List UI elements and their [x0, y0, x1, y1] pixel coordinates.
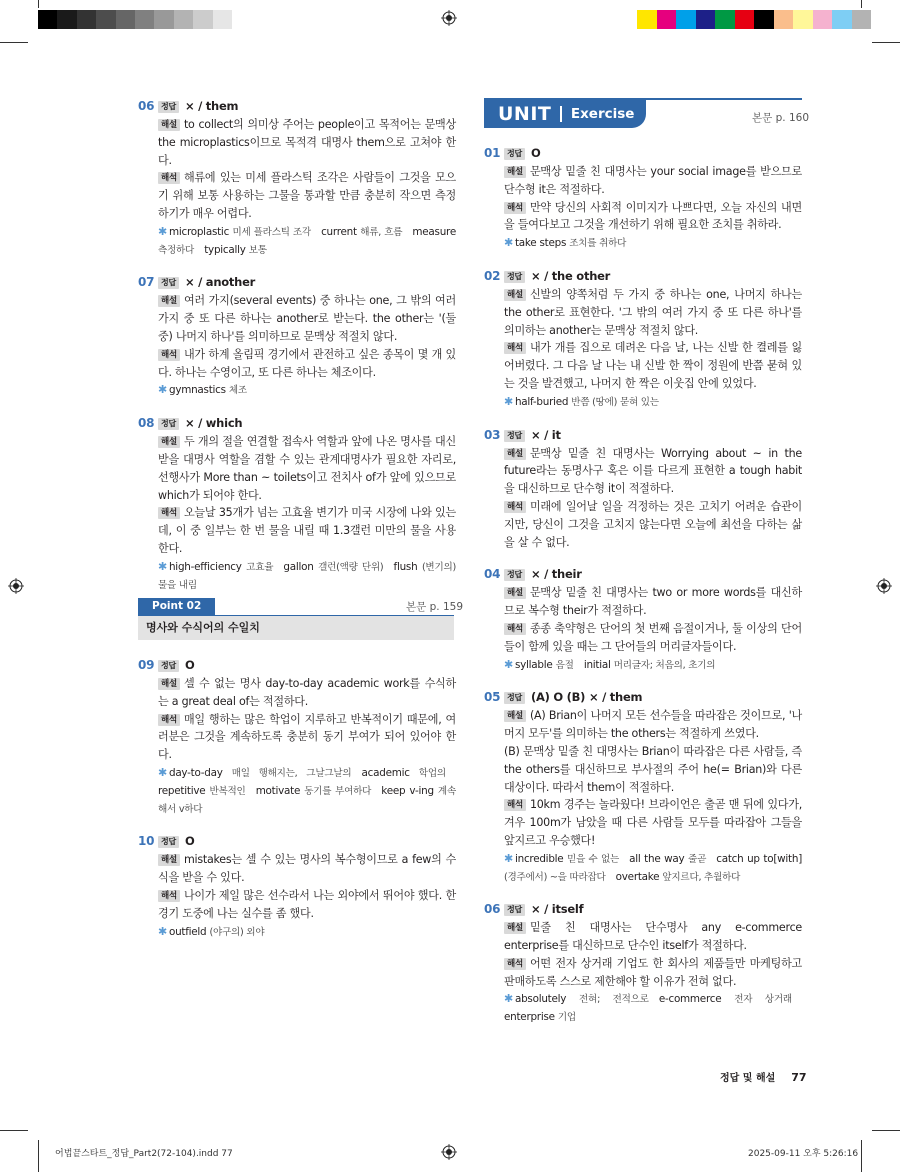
vocab-word: measure — [412, 225, 456, 238]
vocab-meaning: 줄곧 — [688, 853, 707, 865]
gray-swatch — [232, 10, 251, 29]
explanation-paragraph — [158, 292, 456, 345]
item-body — [484, 919, 802, 1027]
translation-tag: 해석 — [158, 890, 180, 902]
unit-page-ref: 본문 p. 160 — [752, 112, 810, 124]
paragraph-text: 문맥상 밑줄 친 대명사는 your social image를 받으므로 단수형 it은 적절하다. — [504, 165, 802, 196]
item-body — [484, 707, 802, 886]
answer-badge: 정답 — [158, 660, 179, 672]
left-column-top — [138, 98, 456, 609]
explanation-tag: 해설 — [504, 289, 526, 301]
vocab-word: overtake — [615, 870, 660, 883]
item-head — [484, 566, 802, 584]
paragraph-text: 종종 축약형은 단어의 첫 번째 음절이거나, 둘 이상의 단어들이 함께 있을 때는 그 단어들의 머리글자들이다. — [504, 621, 802, 653]
paragraph-text: (A) Brian이 나머지 모든 선수들을 따라잡은 것이므로, '나머지 모두'를 의미하는 the others는 적절하게 쓰였다. — [504, 709, 802, 741]
answer-item — [138, 657, 456, 818]
vocab-meaning: 믿을 수 없는 — [567, 853, 619, 865]
explanation-paragraph — [504, 498, 802, 551]
answer-badge: 정답 — [158, 101, 179, 113]
vocab-line — [504, 393, 802, 412]
item-head — [484, 901, 802, 919]
item-body — [484, 163, 802, 253]
vocab-word: flush — [393, 560, 418, 573]
asterisk-icon: ✱ — [504, 992, 513, 1006]
explanation-tag: 해설 — [158, 854, 180, 866]
vocab-word: gymnastics — [168, 384, 226, 397]
explanation-paragraph — [504, 707, 802, 743]
paragraph-text: 문맥상 밑줄 친 대명사는 Worrying about ~ in the future라는 동명사구 혹은 이를 다르게 표현한 a tough habit을 대신하므로 단수형 it이 적절하다. — [504, 446, 802, 496]
color-swatch — [832, 10, 852, 29]
paragraph-text: 내가 개를 집으로 데려온 다음 날, 나는 신발 한 켤레를 잃어버렸다. 그 다음 날 나는 내 신발 한 짝이 정원에 반쯤 묻혀 있는 것을 발견했고, 나머지 한 짝은 이웃집 안에 있었다. — [504, 341, 802, 390]
color-swatch — [793, 10, 813, 29]
item-head — [484, 268, 802, 286]
explanation-paragraph — [158, 346, 456, 382]
vocab-meaning: (경주에서) ~을 따라잡다 — [504, 871, 606, 883]
vocab-meaning: 반복적인 — [209, 785, 246, 797]
explanation-paragraph — [504, 199, 802, 235]
item-number: 08 — [138, 416, 155, 431]
translation-tag: 해석 — [504, 501, 526, 513]
color-swatch — [813, 10, 833, 29]
vocab-word: motivate — [255, 784, 301, 797]
asterisk-icon: ✱ — [158, 559, 167, 573]
gray-swatch — [213, 10, 232, 29]
vocab-meaning: (야구의) 외야 — [209, 926, 265, 938]
asterisk-icon: ✱ — [504, 851, 513, 865]
item-number: 02 — [484, 269, 501, 284]
explanation-paragraph — [504, 955, 802, 991]
explanation-paragraph — [504, 743, 802, 796]
answer-item — [484, 268, 802, 412]
point-label: Point 02 — [138, 598, 215, 615]
gray-swatch — [77, 10, 96, 29]
vocab-word: syllable — [514, 658, 553, 671]
color-swatch — [852, 10, 872, 29]
gray-calibration-strip — [38, 10, 251, 29]
explanation-tag: 해설 — [504, 922, 526, 934]
registration-mark-icon — [441, 10, 457, 26]
answer-badge: 정답 — [504, 148, 525, 160]
vocab-line — [158, 764, 456, 818]
item-head — [138, 657, 456, 675]
explanation-paragraph — [504, 919, 802, 955]
item-head — [138, 274, 456, 292]
vocab-meaning: 동기를 부여하다 — [304, 785, 372, 797]
exercise-word: Exercise — [570, 106, 635, 122]
answer-text: × / another — [184, 275, 256, 290]
answer-text: (A) O (B) × / them — [530, 690, 643, 705]
vocab-meaning: 계속해서 v하다 — [158, 785, 456, 815]
crop-mark — [872, 42, 900, 43]
gray-swatch — [57, 10, 76, 29]
vocab-word: incredible — [514, 852, 564, 865]
crop-mark — [872, 1130, 900, 1131]
vocab-word: day-to-day — [168, 766, 223, 779]
paragraph-text: 밑줄 친 대명사는 단수명사 any e-commerce enterprise를 대신하므로 단수인 itself가 적절하다. — [504, 921, 802, 953]
vocab-line — [158, 381, 456, 400]
paragraph-text: 내가 하계 올림픽 경기에서 관전하고 싶은 종목이 몇 개 있다. 하나는 수영이고, 또 다른 하나는 체조이다. — [158, 347, 456, 379]
translation-tag: 해석 — [504, 202, 526, 214]
item-body — [484, 584, 802, 674]
answer-text: × / which — [184, 416, 243, 431]
vocab-word: repetitive — [158, 784, 206, 797]
color-swatch — [696, 10, 716, 29]
paragraph-text: 만약 당신의 사회적 이미지가 나쁘다면, 오늘 자신의 내면을 들여다보고 그것을 개선하기 위해 필요한 조치를 취하라. — [504, 200, 802, 232]
right-column — [484, 145, 802, 1042]
vocab-line — [158, 223, 456, 260]
answer-item — [484, 427, 802, 552]
item-body — [484, 445, 802, 552]
vocab-word: all the way — [629, 852, 685, 865]
item-number: 10 — [138, 834, 155, 849]
left-column-bottom — [138, 657, 456, 956]
color-swatch — [754, 10, 774, 29]
explanation-paragraph — [158, 675, 456, 711]
vocab-word: half-buried — [514, 395, 569, 408]
item-body — [138, 116, 456, 259]
color-swatch — [715, 10, 735, 29]
vocab-word: enterprise — [504, 1011, 555, 1024]
registration-mark-icon — [8, 578, 24, 594]
color-swatch — [774, 10, 794, 29]
item-number: 09 — [138, 658, 155, 673]
unit-word: UNIT — [498, 103, 552, 125]
color-swatch — [637, 10, 657, 29]
item-head — [138, 833, 456, 851]
vocab-meaning: 조치를 취하다 — [569, 238, 627, 250]
vocab-meaning: 고효율 — [246, 561, 274, 573]
vocab-meaning: 앞지르다, 추월하다 — [662, 871, 741, 883]
item-number: 06 — [484, 902, 501, 917]
vocab-meaning: 전자 상거래 — [734, 994, 792, 1006]
vocab-word: current — [321, 225, 357, 238]
explanation-paragraph — [158, 433, 456, 504]
vocab-line — [504, 656, 802, 675]
unit-separator — [560, 106, 562, 122]
vocab-meaning: 머리글자; 처음의, 초기의 — [613, 659, 716, 671]
explanation-tag: 해설 — [504, 448, 526, 460]
explanation-tag: 해설 — [158, 436, 180, 448]
vocab-meaning: 학업의 — [418, 767, 446, 779]
page-footer — [720, 1069, 807, 1084]
gray-swatch — [116, 10, 135, 29]
explanation-paragraph — [504, 339, 802, 392]
explanation-tag: 해설 — [158, 119, 180, 131]
explanation-paragraph — [504, 163, 802, 199]
item-number: 05 — [484, 690, 501, 705]
item-number: 04 — [484, 567, 501, 582]
vocab-meaning: (변기의) 물을 내림 — [158, 561, 456, 591]
vocab-line — [504, 234, 802, 253]
explanation-paragraph — [158, 711, 456, 764]
answer-badge: 정답 — [504, 271, 525, 283]
vocab-meaning: 해류, 흐름 — [360, 226, 403, 238]
vocab-line — [504, 990, 802, 1027]
crop-mark — [0, 42, 28, 43]
vocab-word: initial — [583, 658, 611, 671]
explanation-tag: 해설 — [504, 587, 526, 599]
paragraph-text: to collect의 의미상 주어는 people이고 목적어는 문맥상 the microplastics이므로 목적격 대명사 them으로 고쳐야 한다. — [158, 118, 456, 167]
color-swatch — [735, 10, 755, 29]
translation-tag: 해석 — [158, 507, 180, 519]
item-head — [138, 415, 456, 433]
translation-tag: 해석 — [158, 172, 180, 184]
explanation-tag: 해설 — [504, 710, 526, 722]
vocab-meaning: 매일 행해지는, 그날그날의 — [231, 767, 352, 779]
file-slug: 어법끝스타트_정답_Part2(72-104).indd 77 — [55, 1149, 233, 1159]
answer-item — [484, 689, 802, 886]
translation-tag: 해석 — [504, 799, 526, 811]
translation-tag: 해석 — [158, 349, 180, 361]
asterisk-icon: ✱ — [158, 924, 167, 938]
vocab-meaning: 측정하다 — [158, 244, 195, 256]
answer-text: O — [184, 834, 195, 849]
answer-item — [138, 98, 456, 259]
asterisk-icon: ✱ — [504, 394, 513, 408]
crop-mark — [861, 0, 862, 8]
explanation-tag: 해설 — [504, 166, 526, 178]
color-swatch — [676, 10, 696, 29]
item-body — [138, 675, 456, 818]
point-page-ref: 본문 p. 159 — [406, 601, 464, 613]
explanation-paragraph — [158, 504, 456, 557]
answer-item — [138, 415, 456, 594]
date-slug: 2025-09-11 오후 5:26:16 — [748, 1149, 859, 1159]
item-head — [138, 98, 456, 116]
gray-swatch — [193, 10, 212, 29]
vocab-meaning: 반쯤 (땅에) 묻혀 있는 — [571, 396, 659, 408]
answer-text: × / itself — [530, 902, 584, 917]
item-head — [484, 145, 802, 163]
item-body — [138, 851, 456, 941]
item-body — [138, 292, 456, 400]
answer-item — [484, 901, 802, 1027]
explanation-tag: 해설 — [158, 295, 180, 307]
color-calibration-strip — [637, 10, 871, 29]
paragraph-text: 매일 행하는 많은 학업이 지루하고 반복적이기 때문에, 여러분은 그것을 계속하도록 충분히 동기 부여가 되어 있어야 한다. — [158, 712, 456, 762]
item-number: 01 — [484, 146, 501, 161]
answer-item — [484, 566, 802, 674]
vocab-word: microplastic — [168, 225, 230, 238]
point-title: 명사와 수식어의 수일치 — [138, 616, 454, 640]
crop-mark — [38, 0, 39, 8]
answer-badge: 정답 — [504, 904, 525, 916]
vocab-line — [158, 558, 456, 595]
paragraph-text: 나이가 제일 많은 선수라서 나는 외야에서 뛰어야 했다. 한 경기 도중에 나는 실수를 좀 했다. — [158, 888, 456, 920]
registration-mark-icon — [876, 578, 892, 594]
paragraph-text: 여러 가지(several events) 중 하나는 one, 그 밖의 여러 가지 중 또 다른 하나는 another로 받는다. the other는 '(둘 중) 나머지 하나'를 의미하므로 문맥상 적절치 않다. — [158, 294, 456, 343]
answer-item — [138, 833, 456, 941]
explanation-tag: 해설 — [158, 678, 180, 690]
vocab-meaning: 체조 — [228, 385, 247, 397]
translation-tag: 해석 — [158, 714, 180, 726]
vocab-word: e-commerce — [658, 993, 722, 1006]
asterisk-icon: ✱ — [158, 765, 167, 779]
gray-swatch — [154, 10, 173, 29]
unit-header-box — [484, 100, 646, 128]
answer-badge: 정답 — [158, 277, 179, 289]
paragraph-text: mistakes는 셀 수 있는 명사의 복수형이므로 a few의 수식을 받을 수 있다. — [158, 853, 456, 885]
vocab-word: outfield — [168, 925, 207, 938]
explanation-paragraph — [158, 851, 456, 887]
vocab-word: high-efficiency — [168, 560, 242, 573]
answer-badge: 정답 — [504, 430, 525, 442]
vocab-word: gallon — [283, 560, 314, 573]
item-body — [484, 286, 802, 412]
item-number: 03 — [484, 427, 501, 442]
paragraph-text: 두 개의 절을 연결할 접속사 역할과 앞에 나온 명사를 대신 받을 대명사 역할을 겸할 수 있는 관계대명사가 필요한 자리로, 선행사가 More than ~ toilets이고 전치사 of가 앞에 있으므로 which가 되어야 한다. — [158, 435, 456, 502]
gray-swatch — [38, 10, 57, 29]
explanation-paragraph — [504, 286, 802, 339]
vocab-meaning: 보통 — [248, 244, 267, 256]
paragraph-text: 셀 수 없는 명사 day-to-day academic work를 수식하는 a great deal of는 적절하다. — [158, 677, 456, 708]
crop-mark — [861, 1140, 862, 1172]
answer-item — [138, 274, 456, 400]
explanation-paragraph — [158, 169, 456, 222]
item-number: 06 — [138, 99, 155, 114]
gray-swatch — [135, 10, 154, 29]
translation-tag: 해석 — [504, 958, 526, 970]
paragraph-text: (B) 문맥상 밑줄 친 대명사는 Brian이 따라잡은 다른 사람들, 즉 the others를 대신하므로 부사절의 주어 he(= Brian)와 다른 대상이다. 따라서 them이 적절하다. — [504, 744, 802, 794]
crop-mark — [0, 1130, 28, 1131]
item-number: 07 — [138, 275, 155, 290]
translation-tag: 해석 — [504, 342, 526, 354]
gray-swatch — [96, 10, 115, 29]
vocab-word: academic — [361, 766, 410, 779]
answer-badge: 정답 — [504, 692, 525, 704]
vocab-word: keep v-ing — [381, 784, 434, 797]
paragraph-text: 해류에 있는 미세 플라스틱 조각은 사람들이 그것을 모으기 위해 보통 사용하는 그물을 통과할 만큼 충분히 작으면 측정하기가 매우 어렵다. — [158, 171, 456, 220]
explanation-paragraph — [504, 445, 802, 498]
paragraph-text: 어떤 전자 상거래 기업도 한 회사의 제품들만 마케팅하고 판매하도록 스스로 제한해야 할 이유가 전혀 없다. — [504, 956, 802, 988]
asterisk-icon: ✱ — [504, 236, 513, 250]
answer-item — [484, 145, 802, 253]
vocab-word: catch up to[with] — [716, 852, 802, 865]
item-head — [484, 427, 802, 445]
page-number: 77 — [791, 1071, 807, 1084]
answer-badge: 정답 — [158, 418, 179, 430]
paragraph-text: 오늘날 35개가 넘는 고효율 변기가 미국 시장에 나와 있는데, 이 중 일부는 한 번 물을 내릴 때 1.3갤런 미만의 물을 사용한다. — [158, 506, 456, 555]
color-swatch — [657, 10, 677, 29]
vocab-meaning: 음절 — [555, 659, 574, 671]
vocab-line — [504, 850, 802, 887]
registration-mark-icon — [441, 1144, 457, 1160]
paragraph-text: 문맥상 밑줄 친 대명사는 two or more words를 대신하므로 복수형 their가 적절하다. — [504, 586, 802, 618]
item-head — [484, 689, 802, 707]
footer-label: 정답 및 해설 — [720, 1073, 776, 1084]
crop-mark — [38, 1140, 39, 1172]
vocab-meaning: 미세 플라스틱 조각 — [232, 226, 311, 238]
vocab-meaning: 갤런(액량 단위) — [318, 561, 384, 573]
answer-text: × / their — [530, 567, 582, 582]
answer-text: × / them — [184, 99, 239, 114]
asterisk-icon: ✱ — [158, 224, 167, 238]
translation-tag: 해석 — [504, 623, 526, 635]
explanation-paragraph — [158, 887, 456, 923]
gray-swatch — [174, 10, 193, 29]
vocab-meaning: 전혀; 전적으로 — [579, 994, 649, 1006]
answer-text: O — [184, 658, 195, 673]
vocab-meaning: 기업 — [557, 1012, 576, 1024]
answer-badge: 정답 — [158, 836, 179, 848]
vocab-word: typically — [204, 243, 246, 256]
paragraph-text: 10km 경주는 놀라웠다! 브라이언은 출곧 맨 뒤에 있다가, 겨우 100m가 남았을 때 다른 사람들 모두를 따라잡아 그들을 앞지르고 우승했다! — [504, 798, 802, 847]
explanation-paragraph — [504, 796, 802, 849]
answer-text: × / the other — [530, 269, 611, 284]
explanation-paragraph — [504, 584, 802, 620]
item-body — [138, 433, 456, 594]
answer-text: O — [530, 146, 541, 161]
explanation-paragraph — [504, 620, 802, 656]
asterisk-icon: ✱ — [158, 383, 167, 397]
vocab-word: absolutely — [514, 993, 567, 1006]
paragraph-text: 신발의 양쪽처럼 두 가지 중 하나는 one, 나머지 하나는 the other로 표현한다. '그 밖의 여러 가지 중 또 다른 하나'를 의미하는 another는 문맥상 적절치 않다. — [504, 287, 802, 337]
vocab-word: take steps — [514, 237, 567, 250]
paragraph-text: 미래에 일어날 일을 걱정하는 것은 고치기 어려운 습관이지만, 당신이 그것을 고치지 않는다면 오늘에 최선을 다하는 삶을 살 수 없다. — [504, 499, 802, 549]
answer-text: × / it — [530, 427, 561, 442]
explanation-paragraph — [158, 116, 456, 169]
asterisk-icon: ✱ — [504, 657, 513, 671]
vocab-line — [158, 923, 456, 942]
answer-badge: 정답 — [504, 569, 525, 581]
